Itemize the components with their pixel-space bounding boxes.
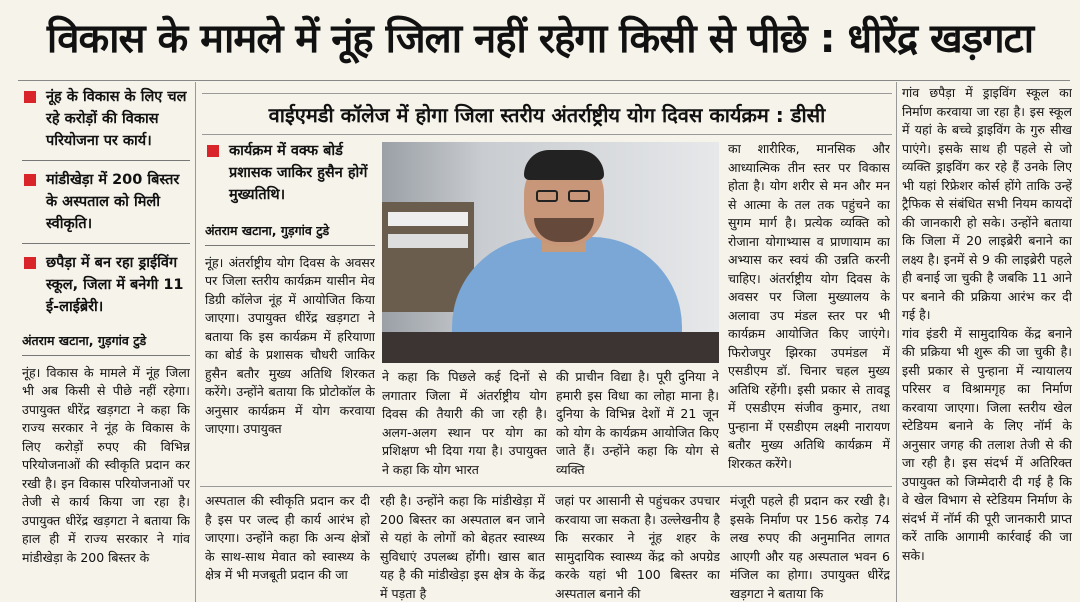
column-divider [896,82,897,602]
story1-column-3: रही है। उन्होंने कहा कि मांडीखेड़ा में 200 बिस्तर का अस्पताल बन जाने से यहां के लोगों को बेहतर स्वास्थ्य सुविधाएं उपलब्ध होंगी। खास बात यह है की मांडीखेड़ा इस क्षेत्र के केंद्र में पड़ता है [380,493,545,601]
divider [22,243,190,244]
divider [22,160,190,161]
bullet-square-icon [24,174,36,186]
section-rule [200,486,892,487]
column-divider [195,82,196,602]
story1-column-4: जहां पर आसानी से पहुंचकर उपचार करवाया जा सकता है। उल्लेखनीय है कि सरकार ने नूंह शहर के सामुदायिक स्वास्थ्य केंद्र को अपग्रेड करके यहां भी 100 बिस्तर का अस्पताल बनाने की [555,493,720,601]
highlight-item: छपैड़ा में बन रहा ड्राईविंग स्कूल, जिला में बनेगी 11 ई-लाईब्रेरी। [22,252,190,318]
story2-column-1 [205,140,375,480]
story2-column-2: ने कहा कि पिछले कई दिनों से लगातार जिला में अंतर्राष्ट्रीय योग दिवस की तैयारी की जा रही है। अलग-अलग स्थान पर योग का प्रशिक्षण भी दिया गया है। उपायुक्त ने कहा कि योग भारत [382,369,547,477]
left-column [22,86,190,602]
story2-byline: अंतराम खटाना, गुड़गांव टुडे [205,216,375,246]
story1-text-col1: नूंह। विकास के मामले में नूंह जिला भी अब किसी से पीछे नहीं रहेगा। उपायुक्त धीरेंद्र खड़गटा ने कहा कि राज्य सरकार ने नूंह के विकास के लिए करोड़ों रुपए की विभिन्न परियोजनाओं की स्वीकृति प्रदान कर रखी है। इन विकास परियोजनाओं पर तेजी से कार्य किया जा रहा है। उपायुक्त धीरेंद्र खड़गटा ने बताया कि हाल ही में राज्य सरकार ने गांव मांडीखेड़ा के 200 बिस्तर के [22,364,190,565]
dc-photo [382,142,719,363]
bullet-square-icon [24,91,36,103]
story1-column-2: अस्पताल की स्वीकृति प्रदान कर दी है इस पर जल्द ही कार्य आरंभ हो जाएगा। उन्होंने कहा कि अन्य क्षेत्रों के साथ-साथ मेवात को स्वास्थ्य के क्षेत्र में भी मजबूती प्रदान की जा [205,493,370,582]
bullet-square-icon [24,257,36,269]
highlight-item: मांडीखेड़ा में 200 बिस्तर के अस्पताल को मिली स्वीकृति। [22,169,190,235]
story1-column-6: गांव छपैड़ा में ड्राइविंग स्कूल का निर्माण करवाया जा रहा है। इस स्कूल में यहां के बच्चे ड्राइविंग के गुरु सीख पाएंगे। इसके साथ ही पहले से जो व्यक्ति ड्राइविंग कर रहे हैं उनके लिए भी यहां रिफ्रेशर कोर्स होंगे ताकि उन्हें ट्रैफिक से संबंधित सभी नियम कायदों की जानकारी हो सके। उन्होंने बताया कि जिला में 20 लाइब्रेरी बनाने का लक्ष्य है। इनमें से 9 की लाइब्रेरी पहले ही बनाई जा चुकी है जबकि 11 आने पर बनाने की प्रक्रिया आरंभ कर दी गई है। गांव इंडरी में सामुदायिक केंद्र बनाने की प्रक्रिया भी शुरू की जा चुकी है। इसी प्रकार से पुन्हाना में न्यायालय परिसर व विश्रामगृह का निर्माण करवाया जाएगा। जिला स्तरीय खेल स्टेडियम बनाने के लिए नॉर्म के अनुसार जगह की तलाश तेजी से की जा रही है। इस संदर्भ में अतिरिक्त उपायुक्त को जिम्मेदारी दी गई है कि वे खेल विभाग से स्टेडियम निर्माण के संदर्भ में नॉर्म की पूरी जानकारी प्राप्त करें ताकि आगामी कार्रवाई की जा सके। [902,85,1072,563]
story1-column-5: मंजूरी पहले ही प्रदान कर रखी है। इसके निर्माण पर 156 करोड़ 74 लख रुपए की अनुमानित लागत आएगी और यह अस्पताल भवन 6 मंजिल का होगा। उपायुक्त धीरेंद्र खड़गटा ने बताया कि [730,493,890,601]
page-headline: विकास के मामले में नूंह जिला नहीं रहेगा किसी से पीछे : धीरेंद्र खड़गटा [46,16,1034,62]
story1-byline: अंतराम खटाना, गुड़गांव टुडे [22,326,190,356]
story2-text-col1: नूंह। अंतर्राष्ट्रीय योग दिवस के अवसर पर जिला स्तरीय कार्यक्रम यासीन मेव डिग्री कॉलेज नूंह में आयोजित किया जाएगा। उपायुक्त धीरेंद्र खड़गटा ने बताया कि इस कार्यक्रम में हरियाणा का बोर्ड के प्रशासक चौधरी जाकिर हुसैन बतौर मुख्य अतिथि शिरकत करेंगे। उन्होंने बताया कि प्रोटोकॉल के अनुसार कार्यक्रम में योग करवाया जाएगा। उपायुक्त [205,254,375,436]
headline-rule [18,80,1070,81]
story2-callout: कार्यक्रम में वक्फ बोर्ड प्रशासक जाकिर हुसैन होगें मुख्यतिथि। [205,140,375,206]
story2-headline: वाईएमडी कॉलेज में होगा जिला स्तरीय अंतर्राष्ट्रीय योग दिवस कार्यक्रम : डीसी [202,93,892,135]
story2-column-3: की प्राचीन विद्या है। पूरी दुनिया ने हमारी इस विधा का लोहा माना है। दुनिया के विभिन्न देशों में 21 जून को योग के कार्यक्रम आयोजित किए जाते हैं। उन्होंने कहा कि योग से व्यक्ति [556,369,719,477]
bullet-square-icon [207,145,219,157]
story2-column-4: का शारीरिक, मानसिक और आध्यात्मिक तीन स्तर पर विकास होता है। योग शरीर से मन और मन से आत्मा के तल तक पहुंचने का सुगम मार्ग है। प्रत्येक व्यक्ति को रोजाना योगाभ्यास व प्राणायाम का अभ्यास कर स्वयं की उन्नति करनी चाहिए। अंतर्राष्ट्रीय योग दिवस के अवसर पर जिला मुख्यालय के अलावा उप मंडल स्तर पर भी कार्यक्रम आयोजित किए जाएंगे। फिरोजपुर झिरका उपमंडल में एसडीएम डॉ. चिनार चहल मुख्य अतिथि रहेंगी। इसी प्रकार से तावडू में एसडीएम संजीव कुमार, तथा पुन्हाना में एसडीएम लक्ष्मी नारायण बतौर मुख्य अतिथि कार्यक्रम में शिरकत करेंगे। [728,141,890,471]
highlight-item: नूंह के विकास के लिए चल रहे करोड़ों की विकास परियोजना पर कार्य। [22,86,190,152]
